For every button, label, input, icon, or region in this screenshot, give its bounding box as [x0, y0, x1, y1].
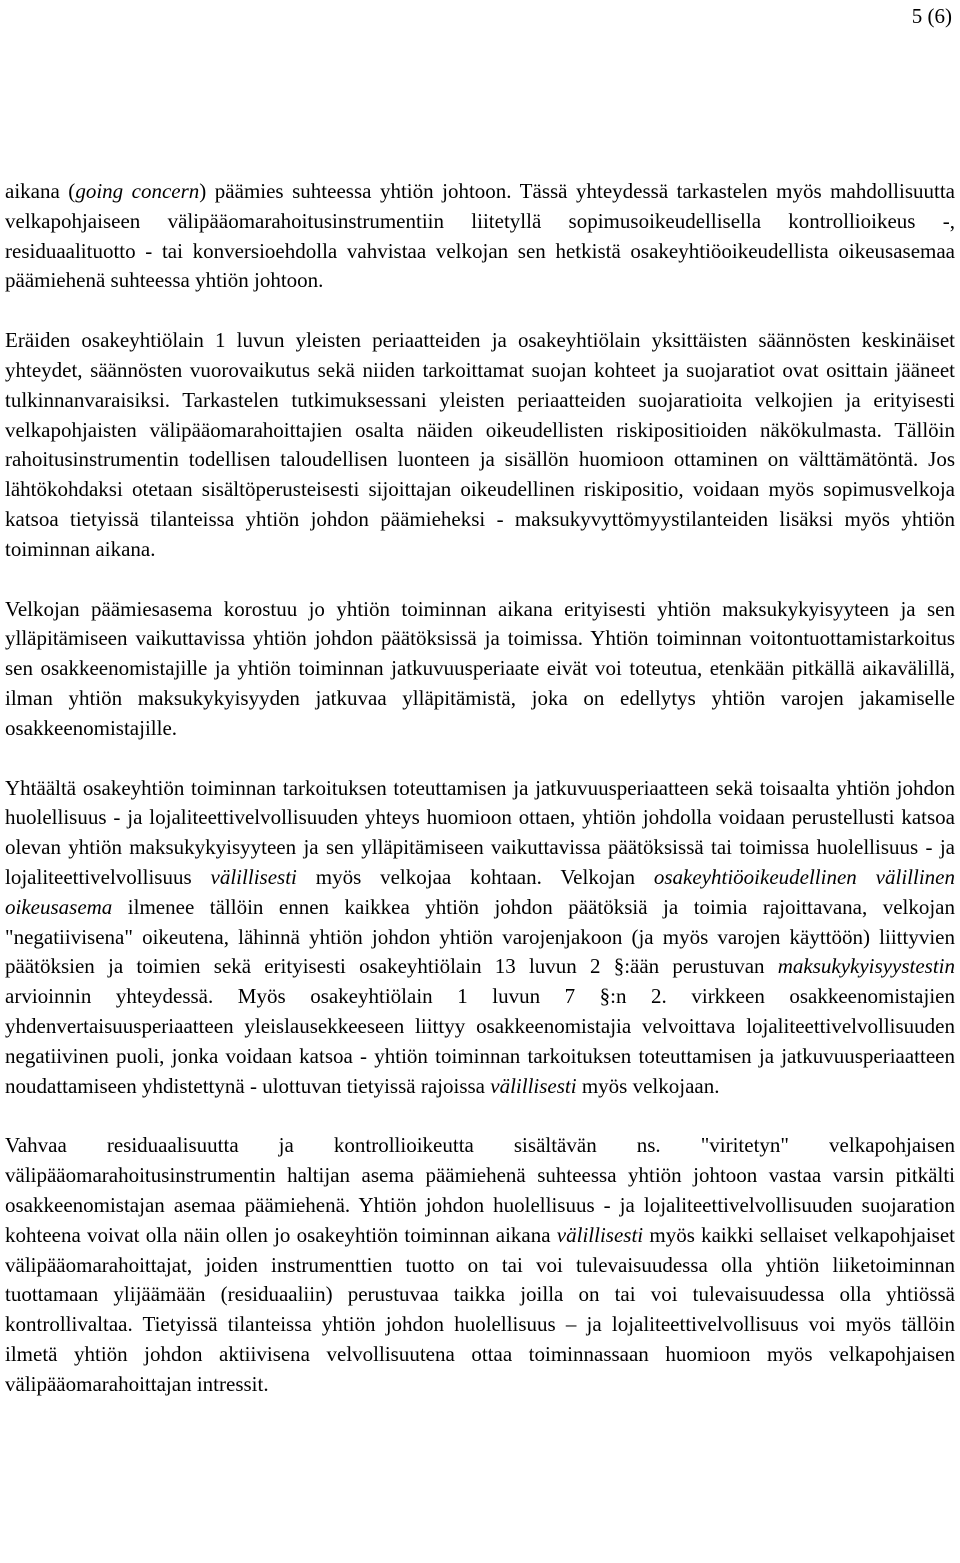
italic-term: maksukykyisyystestin — [777, 954, 955, 979]
text-segment: Velkojan päämiesasema korostuu jo yhtiön toiminnan aikana erityisesti yhtiön maksukykyisyyteen ja sen ylläpitämiseen vaikuttavissa yhtiön johdon päätöksissä ja toimissa. Yhtiön toiminnan voitontuottamistarkoitus sen osakkeenomistajille ja yhtiön toiminnan jatkuvuusperiaate eivät voi toteutua, etenkään pitkällä aikavälillä, ilman yhtiön maksukykyisyyden jatkuvaa ylläpitämistä, joka on edellytys yhtiön varojen jakamiselle osakkeenomistajille. — [5, 596, 955, 740]
text-segment: arvioinnin yhteydessä. Myös osakeyhtiölain 1 luvun 7 §:n 2. virkkeen osakkeenomistajien yhdenvertaisuusperiaatteen yleislausekkeeseen liittyy osakkeenomistajia velvoittava lojaliteettivelvollisuuden negatiivinen puoli, jonka voidaan katsoa - yhtiön toiminnan tarkoituksen toteuttamisen ja jatkuvuusperiaatteen noudattamiseen yhdistettynä - ulottuvan tietyissä rajoissa — [5, 984, 955, 1098]
italic-term: going concern — [75, 179, 200, 203]
page-number: 5 (6) — [911, 4, 952, 28]
text-segment: Yhtäältä osakeyhtiön toiminnan tarkoituksen toteuttamisen ja jatkuvuusperiaatteen sekä toisaalta yhtiön johdon huolellisuus - ja lojaliteettivelvollisuuden yhteys huomioon ottaen, yhtiön johdolla voidaan perustellusti katsoa olevan yhtiön maksukykyisyyteen ja sen ylläpitämiseen vaikuttavissa päätöksissä tai toimissa huolellisuus - ja lojaliteettivelvollisuus — [5, 775, 955, 889]
paragraph-4 — [5, 774, 955, 1102]
italic-term: osakeyhtiöoikeudellinen välillinen oikeusasema — [5, 864, 955, 919]
text-segment: Vahvaa residuaalisuutta ja kontrollioikeutta sisältävän ns. "viritetyn" velkapohjaisen välipääomarahoitusinstrumentin haltijan asema päämiehenä suhteessa yhtiön johtoon vastaa varsin pitkälti osakkeenomistajan asemaa päämiehenä. Yhtiön johdon huolellisuus - ja lojaliteettivelvollisuuden suojaration kohteena voivat olla näin ollen jo osakeyhtiön toiminnan aikana — [5, 1133, 955, 1247]
document-body — [5, 177, 955, 1399]
paragraph-5 — [5, 1131, 955, 1399]
italic-term: välillisesti — [490, 1073, 577, 1098]
text-segment: ilmenee tällöin ennen kaikkea yhtiön johdon päätöksiä ja toimia rajoittavana, velkojan "negatiivisena" oikeutena, lähinnä yhtiön johdon yhtiön varojenjakoon (ja myös varojen käyttöön) liittyvien päätöksien ja toimien sekä erityisesti osakeyhtiölain 13 luvun 2 §:ään perustuvan — [5, 894, 955, 979]
text-segment: Eräiden osakeyhtiölain 1 luvun yleisten periaatteiden ja osakeyhtiölain yksittäisten säännösten keskinäiset yhteydet, säännösten vuorovaikutus sekä niiden tarkoittamat suojan kohteet ja suojaratiot ovat osittain jääneet tulkinnanvaraisiksi. Tarkastelen tutkimuksessani yleisten periaatteiden suojaratioita velkojien ja erityisesti velkapohjaisten välipääomarahoittajien osalta näiden oikeudellisten riskipositioiden näkökulmasta. Tällöin rahoitusinstrumentin todellisen taloudellisen luonteen ja sisällön huomioon ottaminen on välttämätöntä. Jos lähtökohdaksi otetaan sisältöperusteisesti sijoittajan oikeudellinen riskipositio, voidaan myös sopimusvelkoja katsoa tietyissä tilanteissa yhtiön johdon päämieheksi - maksukyvyttömyystilanteiden lisäksi myös yhtiön toiminnan aikana. — [5, 328, 955, 561]
text-segment: myös velkojaa kohtaan. Velkojan — [296, 864, 654, 889]
paragraph-3 — [5, 595, 955, 744]
text-segment: aikana ( — [5, 179, 76, 203]
text-segment: ) päämies suhteessa yhtiön johtoon. Tässä yhteydessä tarkastelen myös mahdollisuutta velkapohjaiseen välipääomarahoitusinstrumentiin liitetyllä sopimusoikeudellisella kontrollioikeus -, residuaalituotto - tai konversioehdolla vahvistaa velkojan sen hetkistä osakeyhtiöoikeudellista oikeusasemaa päämiehenä suhteessa yhtiön johtoon. — [5, 179, 955, 293]
text-segment: myös kaikki sellaiset velkapohjaiset välipääomarahoittajat, joiden instrumenttien tuotto on tai voi tulevaisuudessa olla yhtiön liiketoiminnan tuottamaan ylijäämään (residuaaliin) perustuvaa taikka joilla on tai voi tulevaisuudessa olla yhtiössä kontrollivaltaa. Tietyissä tilanteissa yhtiön johdon huolellisuus – ja lojaliteettivelvollisuus voi myös tällöin ilmetä yhtiön johdon aktiivisena velvollisuutena ottaa toiminnassaan huomioon myös velkapohjaisen välipääomarahoittajan intressit. — [5, 1222, 955, 1396]
paragraph-2 — [5, 326, 955, 564]
italic-term: välillisesti — [556, 1222, 644, 1247]
italic-term: välillisesti — [210, 864, 297, 889]
text-segment: myös velkojaan. — [576, 1073, 720, 1098]
paragraph-1 — [5, 177, 955, 296]
